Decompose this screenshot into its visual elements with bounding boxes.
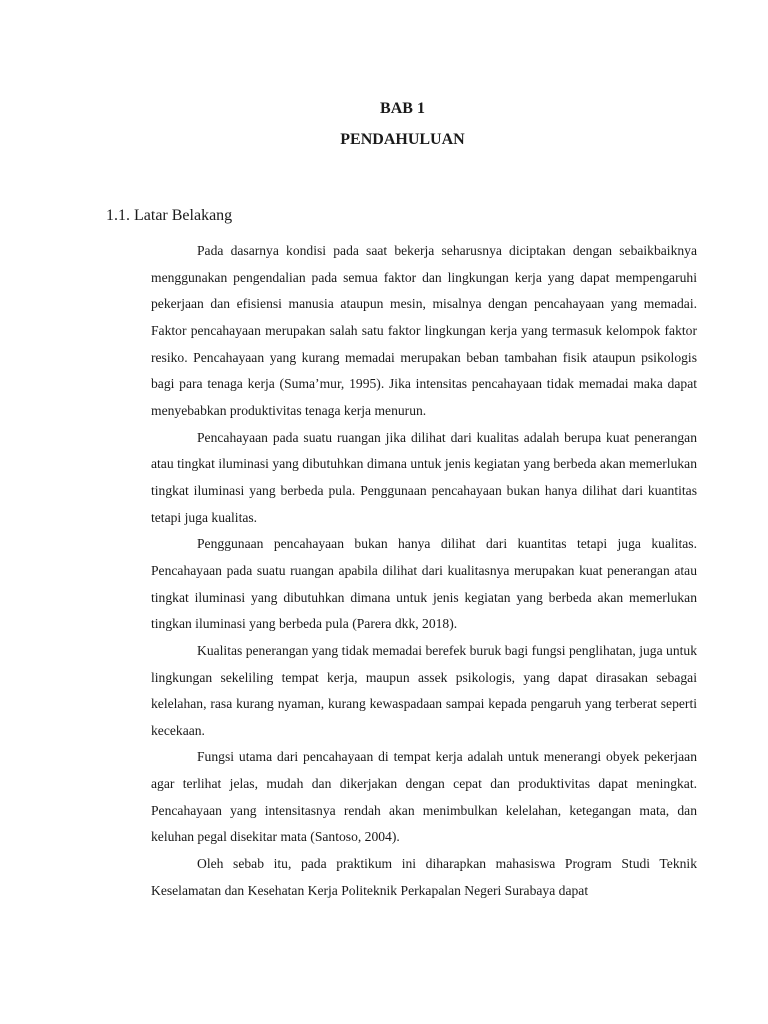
paragraph: Oleh sebab itu, pada praktikum ini diharapkan mahasiswa Program Studi Teknik Keselamatan dan Kesehatan Kerja Politeknik Perkapalan Negeri Surabaya dapat bbox=[151, 856, 697, 898]
body-text bbox=[151, 238, 697, 904]
paragraph: Penggunaan pencahayaan bukan hanya dilihat dari kuantitas tetapi juga kualitas. Pencahayaan pada suatu ruangan apabila dilihat dari kualitasnya merupakan kuat penerangan atau tingkat iluminasi yang dibutuhkan dimana untuk jenis kegiatan yang berbeda akan memerlukan tingkan iluminasi yang berbeda pula (Parera dkk, 2018). bbox=[151, 536, 697, 632]
section-heading: 1.1. Latar Belakang bbox=[106, 207, 233, 224]
paragraph: Fungsi utama dari pencahayaan di tempat kerja adalah untuk menerangi obyek pekerjaan agar terlihat jelas, mudah dan dikerjakan dengan cepat dan produktivitas dapat meningkat. Pencahayaan yang intensitasnya rendah akan menimbulkan kelelahan, ketegangan mata, dan keluhan pegal disekitar mata (Santoso, 2004). bbox=[151, 749, 697, 845]
paragraph: Pencahayaan pada suatu ruangan jika dilihat dari kualitas adalah berupa kuat penerangan atau tingkat iluminasi yang dibutuhkan dimana untuk jenis kegiatan yang berbeda akan memerlukan tingkat iluminasi yang berbeda pula. Penggunaan pencahayaan bukan hanya dilihat dari kuantitas tetapi juga kualitas. bbox=[151, 429, 697, 525]
chapter-title: PENDAHULUAN bbox=[340, 131, 465, 148]
chapter-number: BAB 1 bbox=[380, 100, 425, 117]
paragraph: Kualitas penerangan yang tidak memadai berefek buruk bagi fungsi penglihatan, juga untuk lingkungan sekeliling tempat kerja, maupun assek psikologis, yang dapat dirasakan sebagai kelelahan, rasa kurang nyaman, kurang kewaspadaan sampai kepada pengaruh yang terberat seperti kecekaan. bbox=[151, 642, 697, 738]
paragraph: Pada dasarnya kondisi pada saat bekerja seharusnya diciptakan dengan sebaikbaiknya menggunakan pengendalian pada semua faktor dan lingkungan kerja yang dapat mempengaruhi pekerjaan dan efisiensi manusia ataupun mesin, misalnya dengan pencahayaan yang memadai. Faktor pencahayaan merupakan salah satu faktor lingkungan kerja yang termasuk kelompok faktor resiko. Pencahayaan yang kurang memadai merupakan beban tambahan fisik ataupun psikologis bagi para tenaga kerja (Suma’mur, 1995). Jika intensitas pencahayaan tidak memadai maka dapat menyebabkan produktivitas tenaga kerja menurun. bbox=[151, 243, 697, 418]
